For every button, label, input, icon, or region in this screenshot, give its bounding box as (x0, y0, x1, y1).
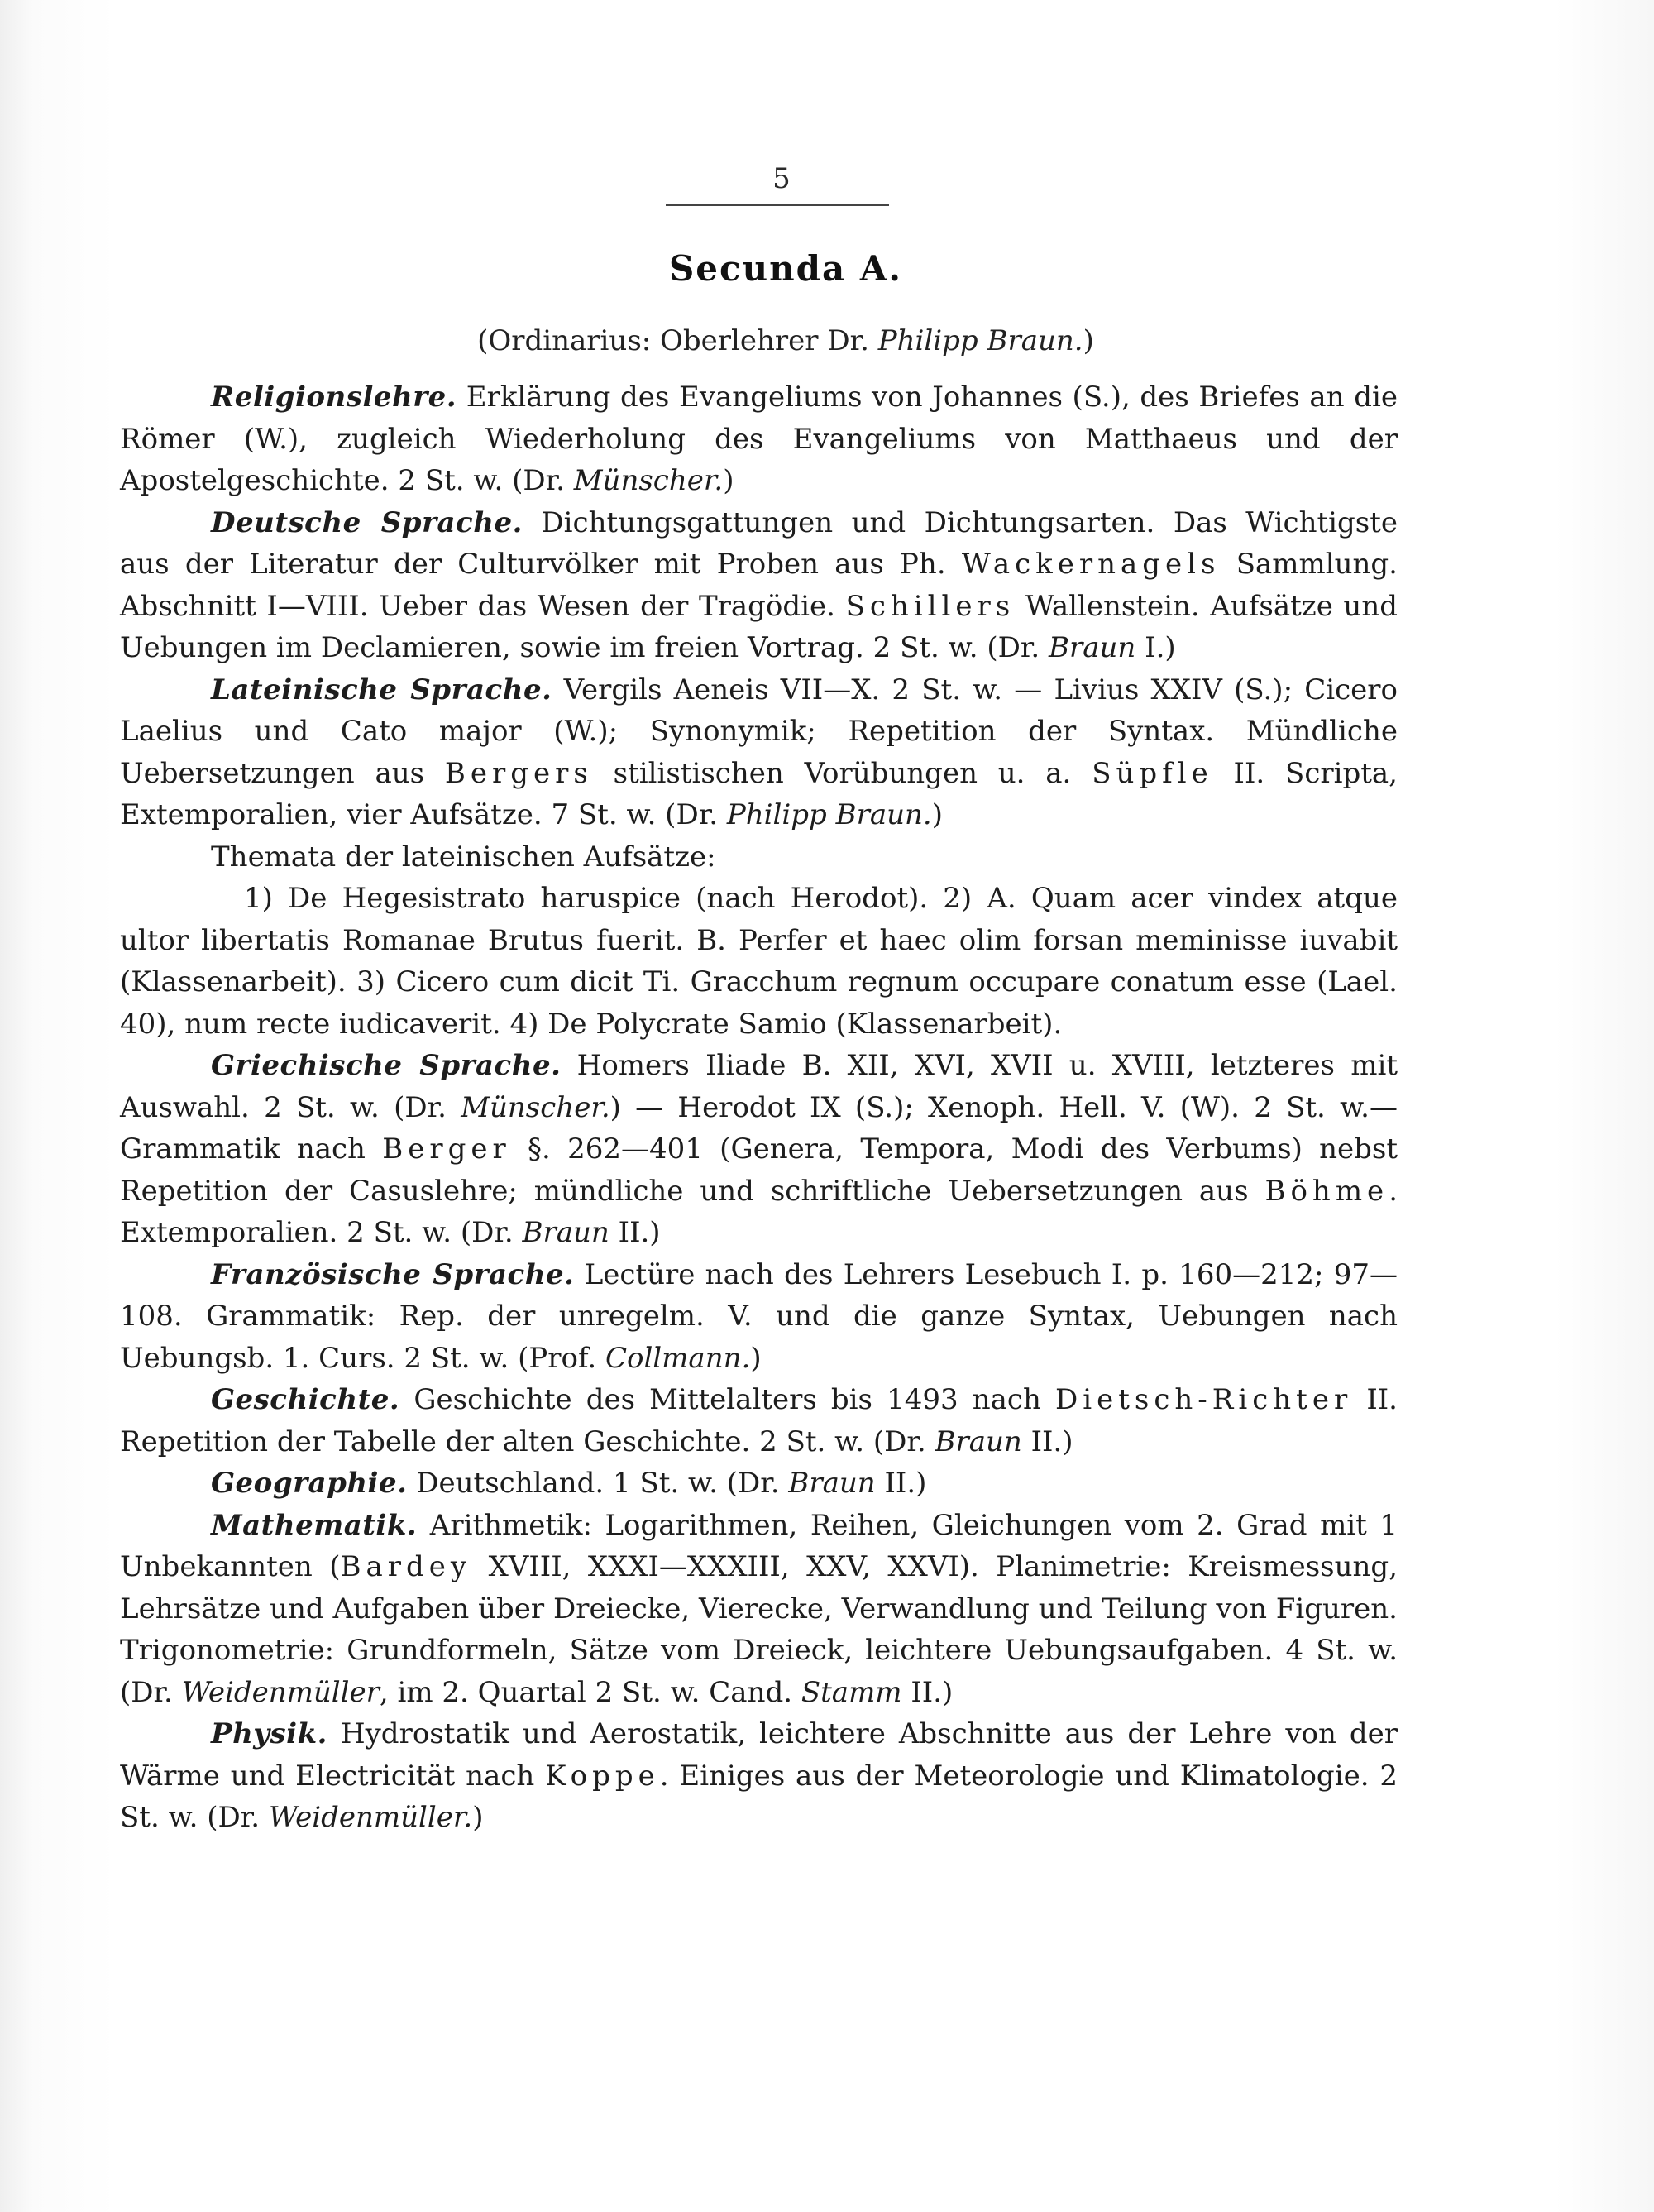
teacher-name: Weidenmüller (181, 1675, 380, 1709)
section-franzoesisch (120, 1254, 1398, 1380)
section-text: Arithmetik: Logarithmen, Reihen, Gleichungen vom 2. Grad mit 1 Unbekannten ( (120, 1508, 1398, 1583)
section-end: ) (472, 1801, 484, 1834)
author-name: Dietsch-Richter (1054, 1383, 1353, 1416)
section-text: II. Scripta, Extemporalien, vier Aufsätze. 7 St. w. (Dr. (120, 756, 1398, 831)
teacher-name: Münscher. (573, 464, 724, 497)
section-end: II.) (875, 1467, 927, 1500)
section-text: Hydrostatik und Aerostatik, leichtere Abschnitte aus der Lehre von der Wärme und Electricität nach (120, 1717, 1398, 1793)
subject-heading: Deutsche Sprache. (211, 505, 523, 539)
section-end: II.) (1021, 1424, 1073, 1458)
section-text: . Einiges aus der Meteorologie und Klimatologie. 2 St. w. (Dr. (120, 1759, 1398, 1834)
section-text: Dichtungsgattungen und Dichtungsarten. Das Wichtigste aus der Literatur der Culturvölker mit Proben aus Ph. (120, 505, 1398, 581)
subject-heading: Mathematik. (211, 1508, 418, 1542)
section-text: Sammlung. Abschnitt I—VIII. Ueber das Wesen der Tragödie. (120, 548, 1398, 623)
section-end: ) (750, 1341, 762, 1375)
section-text: XVIII, XXXI—XXXIII, XXV, XXVI). Planimetrie: Kreismessung, Lehrsätze und Aufgaben über Dreiecke, Vierecke, Verwandlung und Teilung von Figuren. Trigonometrie: Grundformeln, Sätze vom Dreieck, leichtere Uebungsaufgaben. 4 St. w. (Dr. (120, 1550, 1398, 1709)
section-religion (120, 376, 1398, 502)
section-end: II.) (901, 1675, 954, 1709)
teacher-name: Stamm (801, 1675, 902, 1709)
section-end: I.) (1135, 631, 1176, 664)
section-text: stilistischen Vorübungen u. a. (592, 756, 1092, 790)
teacher-name: Münscher. (461, 1090, 610, 1124)
section-end: ) (723, 464, 734, 497)
ordinarius-prefix: (Ordinarius: Oberlehrer Dr. (477, 324, 878, 357)
section-text: Geschichte des Mittelalters bis 1493 nach (399, 1383, 1055, 1416)
section-text: II. Repetition der Tabelle der alten Geschichte. 2 St. w. (Dr. (120, 1383, 1398, 1458)
author-name: Schillers (845, 589, 1016, 623)
subject-heading: Französische Sprache. (211, 1257, 575, 1291)
teacher-name: Weidenmüller. (268, 1801, 473, 1834)
subject-heading: Lateinische Sprache. (211, 673, 552, 706)
teacher-name: Collmann. (605, 1341, 751, 1375)
author-name: Bardey (340, 1550, 472, 1583)
author-name: Bergers (444, 756, 593, 790)
teacher-name: Philipp Braun. (726, 798, 932, 831)
section-mathematik (120, 1505, 1398, 1714)
section-text: Erklärung des Evangeliums von Johannes (S.), des Briefes an die Römer (W.), zugleich Wiederholung des Evangeliums von Matthaeus und der Apostelgeschichte. 2 St. w. (Dr. (120, 381, 1398, 497)
teacher-name: Braun (788, 1467, 876, 1500)
section-text: §. 262—401 (Genera, Tempora, Modi des Verbums) nebst Repetition der Casuslehre; mündliche und schriftliche Uebersetzungen aus (120, 1132, 1398, 1208)
section-physik (120, 1713, 1398, 1839)
subject-heading: Geographie. (211, 1467, 408, 1500)
author-name: Berger (382, 1132, 511, 1166)
author-name: Böhme (1264, 1174, 1389, 1208)
teacher-name: Braun (935, 1424, 1022, 1458)
subject-heading: Physik. (211, 1717, 327, 1750)
teacher-name: Braun (1049, 631, 1136, 664)
section-deutsch (120, 502, 1398, 669)
subject-heading: Griechische Sprache. (211, 1049, 562, 1082)
section-latein (120, 669, 1398, 836)
section-text: ) — Herodot IX (S.); Xenoph. Hell. V. (W). 2 St. w.— Grammatik nach (120, 1090, 1398, 1166)
section-text: Wallenstein. Aufsätze und Uebungen im Declamieren, sowie im freien Vortrag. 2 St. w. (Dr. (120, 589, 1398, 664)
themata-heading: Themata der lateinischen Aufsätze: (211, 840, 716, 874)
section-griechisch (120, 1045, 1398, 1254)
section-text: Deutschland. 1 St. w. (Dr. (407, 1467, 789, 1500)
section-geographie (120, 1463, 1398, 1505)
section-text: , im 2. Quartal 2 St. w. Cand. (379, 1675, 801, 1709)
subject-heading: Religionslehre. (211, 381, 457, 414)
ordinarius-line (0, 324, 1571, 357)
section-text: Homers Iliade B. XII, XVI, XVII u. XVIII, letzteres mit Auswahl. 2 St. w. (Dr. (120, 1049, 1398, 1124)
teacher-name: Braun (522, 1216, 609, 1249)
subject-heading: Geschichte. (211, 1383, 400, 1416)
page-number: 5 (772, 162, 791, 195)
author-name: Wackernagels (961, 548, 1221, 581)
section-end: II.) (609, 1216, 661, 1249)
page-title: Secunda A. (668, 248, 903, 289)
section-end: ) (931, 798, 943, 831)
section-text: Lectüre nach des Lehrers Lesebuch I. p. 160—212; 97—108. Grammatik: Rep. der unregelm. V. und die ganze Syntax, Uebungen nach Uebungsb. 1. Curs. 2 St. w. (Prof. (120, 1257, 1398, 1375)
ordinarius-suffix: ) (1083, 324, 1094, 357)
section-text: Vergils Aeneis VII—X. 2 St. w. — Livius XXIV (S.); Cicero Laelius und Cato major (W.); Synonymik; Repetition der Syntax. Mündliche Uebersetzungen aus (120, 673, 1398, 790)
header-rule (666, 204, 889, 206)
author-name: Koppe (545, 1759, 660, 1793)
themata-list: 1) De Hegesistrato haruspice (nach Herodot). 2) A. Quam acer vindex atque ultor libertatis Romanae Brutus fuerit. B. Perfer et haec olim forsan meminisse iuvabit (Klassenarbeit). 3) Cicero cum dicit Ti. Gracchum regnum occupare conatum esse (Lael. 40), num recte iudicaverit. 4) De Polycrate Samio (Klassenarbeit). (120, 882, 1398, 1041)
section-text: . Extemporalien. 2 St. w. (Dr. (120, 1174, 1398, 1249)
curriculum-body (120, 376, 1398, 1839)
section-geschichte (120, 1379, 1398, 1463)
author-name: Süpfle (1092, 756, 1213, 790)
ordinarius-name: Philipp Braun. (877, 324, 1083, 357)
